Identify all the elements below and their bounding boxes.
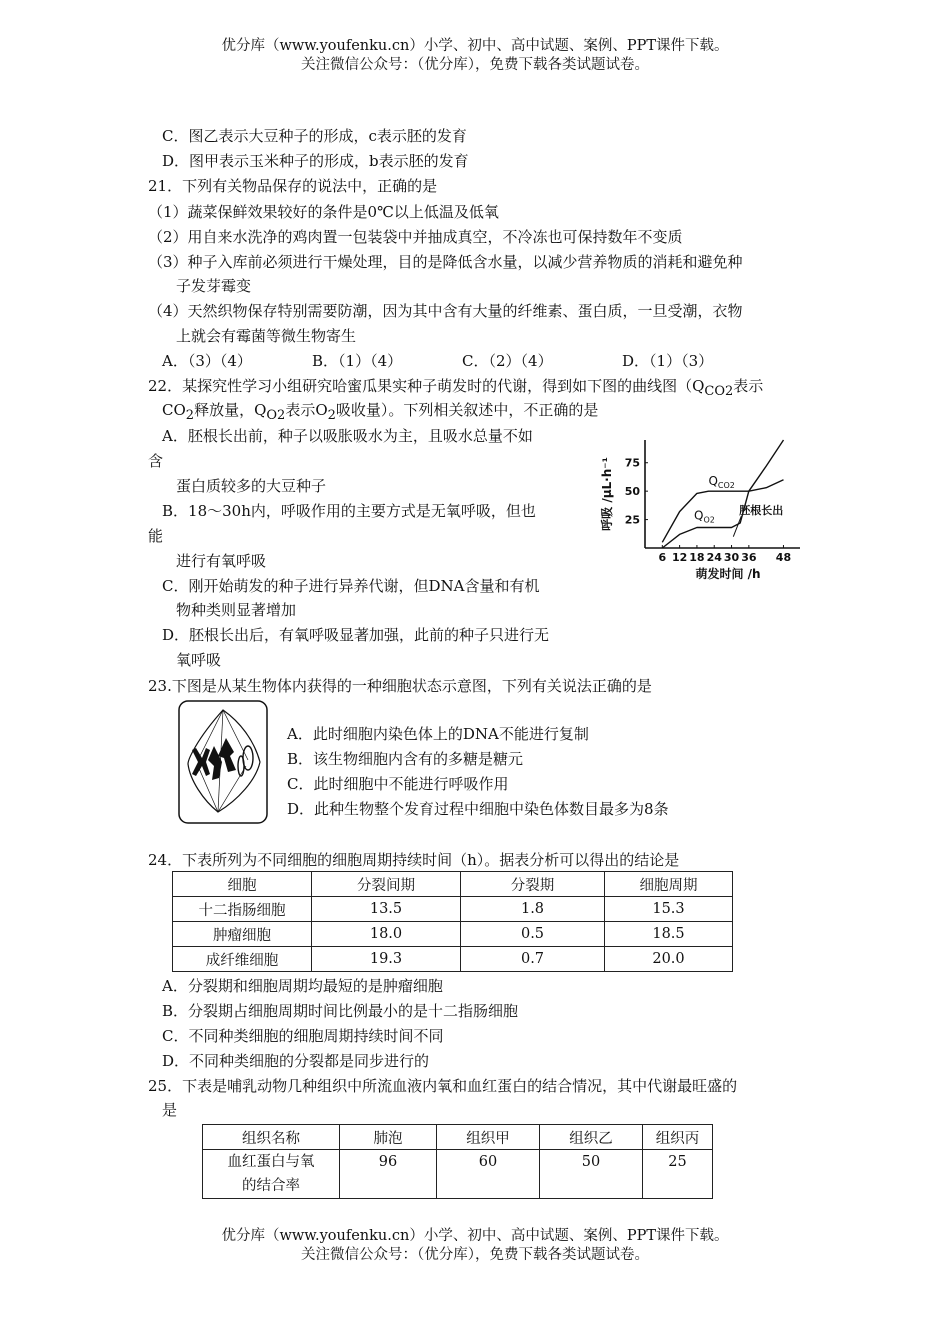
x-tick-label: 18 (689, 551, 705, 564)
q23-option-d: D．此种生物整个发育过程中细胞中染色体数目最多为8条 (287, 800, 669, 818)
respiration-chart (595, 430, 815, 585)
x-tick-label: 6 (658, 551, 667, 564)
table-cell: 18.0 (312, 922, 461, 947)
q22-stem: 22．某探究性学习小组研究哈蜜瓜果实种子萌发时的代谢，得到如下图的曲线图（$Q_{CO2}$表示 (148, 377, 764, 399)
q24-stem: 24．下表所列为不同细胞的细胞周期持续时间（h）。据表分析可以得出的结论是 (148, 851, 680, 869)
y-axis-label: 呼吸 /μL·h⁻¹ (600, 457, 614, 531)
table-cell: 0.5 (461, 922, 605, 947)
y-tick-label: 50 (624, 485, 640, 499)
table-cell: 18.5 (605, 922, 733, 947)
spindle-fiber (218, 766, 246, 812)
chromosome (192, 748, 210, 776)
header-cell: 分裂间期 (312, 872, 461, 897)
series-label-QO2: $Q_{O2}$ (694, 508, 715, 525)
header-cell: 组织丙 (643, 1125, 713, 1150)
x-tick-label: 36 (741, 551, 757, 564)
header-cell: 分裂期 (461, 872, 605, 897)
annotation-label: 胚根长出 (739, 503, 784, 517)
q22-option-d-cont: 氧呼吸 (176, 651, 222, 669)
table-cell: 60 (437, 1150, 540, 1199)
q22-stem-cont: $CO_2$释放量，$Q_{O2}$表示$O_2$吸收量）。下列相关叙述中，不正确的是 (162, 401, 599, 423)
q24-option-c: C．不同种类细胞的细胞周期持续时间不同 (162, 1027, 444, 1045)
header-cell: 组织名称 (203, 1125, 340, 1150)
q25-stem-cont: 是 (162, 1101, 178, 1119)
x-tick-label: 48 (775, 551, 792, 564)
q23-option-c: C．此时细胞中不能进行呼吸作用 (287, 775, 509, 793)
cell-division-figure (178, 700, 268, 824)
table-row (203, 1150, 713, 1199)
table-cell: 13.5 (312, 897, 461, 922)
x-tick-label: 12 (671, 551, 688, 564)
spindle-fiber (198, 710, 223, 760)
q23-option-a: A．此时细胞内染色体上的DNA不能进行复制 (287, 725, 589, 743)
table-cell: 1.8 (461, 897, 605, 922)
q21-option-c: C．（2）（4） (462, 352, 553, 370)
series-label-QCO2: $Q_{CO2}$ (708, 474, 735, 491)
table-row (173, 897, 733, 922)
header-cell: 细胞周期 (605, 872, 733, 897)
table-cell: 成纤维细胞 (173, 947, 312, 972)
q23-option-b: B．该生物细胞内含有的多糖是糖元 (287, 750, 524, 768)
q24-option-b: B．分裂期占细胞周期时间比例最小的是十二指肠细胞 (162, 1002, 519, 1020)
footer-line-2: 关注微信公众号：（优分库），免费下载各类试题试卷。 (301, 1247, 649, 1263)
table-cell: 50 (540, 1150, 643, 1199)
q22-option-b-cont: 进行有氧呼吸 (176, 552, 267, 570)
table-row (173, 922, 733, 947)
q22-option-a: A．胚根长出前，种子以吸胀吸水为主，且吸水总量不如 (162, 427, 533, 445)
q21-option-b: B．（1）（4） (312, 352, 403, 370)
q21-statement-3: （3）种子入库前必须进行干燥处理，目的是降低含水量，以减少营养物质的消耗和避免种 (148, 253, 743, 271)
chromosome (238, 756, 244, 776)
table-cell: 96 (340, 1150, 437, 1199)
q21-stem: 21．下列有关物品保存的说法中，正确的是 (148, 177, 438, 195)
table-cell: 十二指肠细胞 (173, 897, 312, 922)
q22-option-a-wrap: 含 (148, 452, 164, 470)
y-tick-label: 25 (624, 513, 640, 527)
series-line-QO2 (662, 440, 783, 548)
q20-option-c: C．图乙表示大豆种子的形成，c表示胚的发育 (162, 127, 467, 145)
q20-option-d: D．图甲表示玉米种子的形成，b表示胚的发育 (162, 152, 469, 170)
table-cell: 肿瘤细胞 (173, 922, 312, 947)
q21-statement-2: （2）用自来水洗净的鸡肉置一包装袋中并抽成真空，不冷冻也可保持数年不变质 (148, 228, 683, 246)
x-axis-label: 萌发时间 /h (695, 567, 761, 581)
q21-statement-3-cont: 子发芽霉变 (176, 277, 252, 295)
table-header-row (173, 872, 733, 897)
table-cell: 15.3 (605, 897, 733, 922)
header-cell: 肺泡 (340, 1125, 437, 1150)
q21-statement-4: （4）天然织物保存特别需要防潮，因为其中含有大量的纤维素、蛋白质，一旦受潮，衣物 (148, 302, 743, 320)
cell-outline (179, 701, 267, 823)
x-tick-label: 24 (706, 551, 722, 564)
q24-option-d: D．不同种类细胞的分裂都是同步进行的 (162, 1052, 430, 1070)
header-line-2: 关注微信公众号：（优分库），免费下载各类试题试卷。 (301, 57, 649, 73)
header-cell: 细胞 (173, 872, 312, 897)
oxygen-binding-table (202, 1124, 713, 1199)
footer-line-1: 优分库（www.youfenku.cn）小学、初中、高中试题、案例、PPT课件下载。 (221, 1228, 729, 1244)
table-cell: 20.0 (605, 947, 733, 972)
q22-option-a-cont: 蛋白质较多的大豆种子 (176, 477, 327, 495)
q24-option-a: A．分裂期和细胞周期均最短的是肿瘤细胞 (162, 977, 443, 995)
q21-option-d: D．（1）（3） (622, 352, 714, 370)
y-tick-label: 75 (624, 456, 640, 470)
table-cell: 25 (643, 1150, 713, 1199)
q21-statement-4-cont: 上就会有霉菌等微生物寄生 (176, 327, 357, 345)
q23-stem: 23.下图是从某生物体内获得的一种细胞状态示意图，下列有关说法正确的是 (148, 677, 652, 695)
q22-option-b-wrap: 能 (148, 527, 164, 545)
table-cell: 0.7 (461, 947, 605, 972)
table-header-row (203, 1125, 713, 1150)
q22-option-c-cont: 物种类则显著增加 (176, 601, 297, 619)
q22-option-d: D．胚根长出后，有氧呼吸显著加强，此前的种子只进行无 (162, 626, 550, 644)
q22-option-c: C．刚开始萌发的种子进行异养代谢，但DNA含量和有机 (162, 577, 540, 595)
table-row-label: 血红蛋白与氧 的结合率 (203, 1150, 340, 1199)
cell-cycle-table (172, 871, 733, 972)
table-row (173, 947, 733, 972)
q25-stem: 25．下表是哺乳动物几种组织中所流血液内氧和血红蛋白的结合情况，其中代谢最旺盛的 (148, 1077, 738, 1095)
header-line-1: 优分库（www.youfenku.cn）小学、初中、高中试题、案例、PPT课件下载。 (221, 38, 729, 54)
table-cell: 19.3 (312, 947, 461, 972)
q21-option-a: A．（3）（4） (162, 352, 252, 370)
header-cell: 组织甲 (437, 1125, 540, 1150)
x-tick-label: 30 (723, 551, 740, 564)
header-cell: 组织乙 (540, 1125, 643, 1150)
q22-option-b: B．18～30h内，呼吸作用的主要方式是无氧呼吸，但也 (162, 502, 536, 520)
q21-statement-1: （1）蔬菜保鲜效果较好的条件是0℃以上低温及低氧 (148, 203, 499, 221)
